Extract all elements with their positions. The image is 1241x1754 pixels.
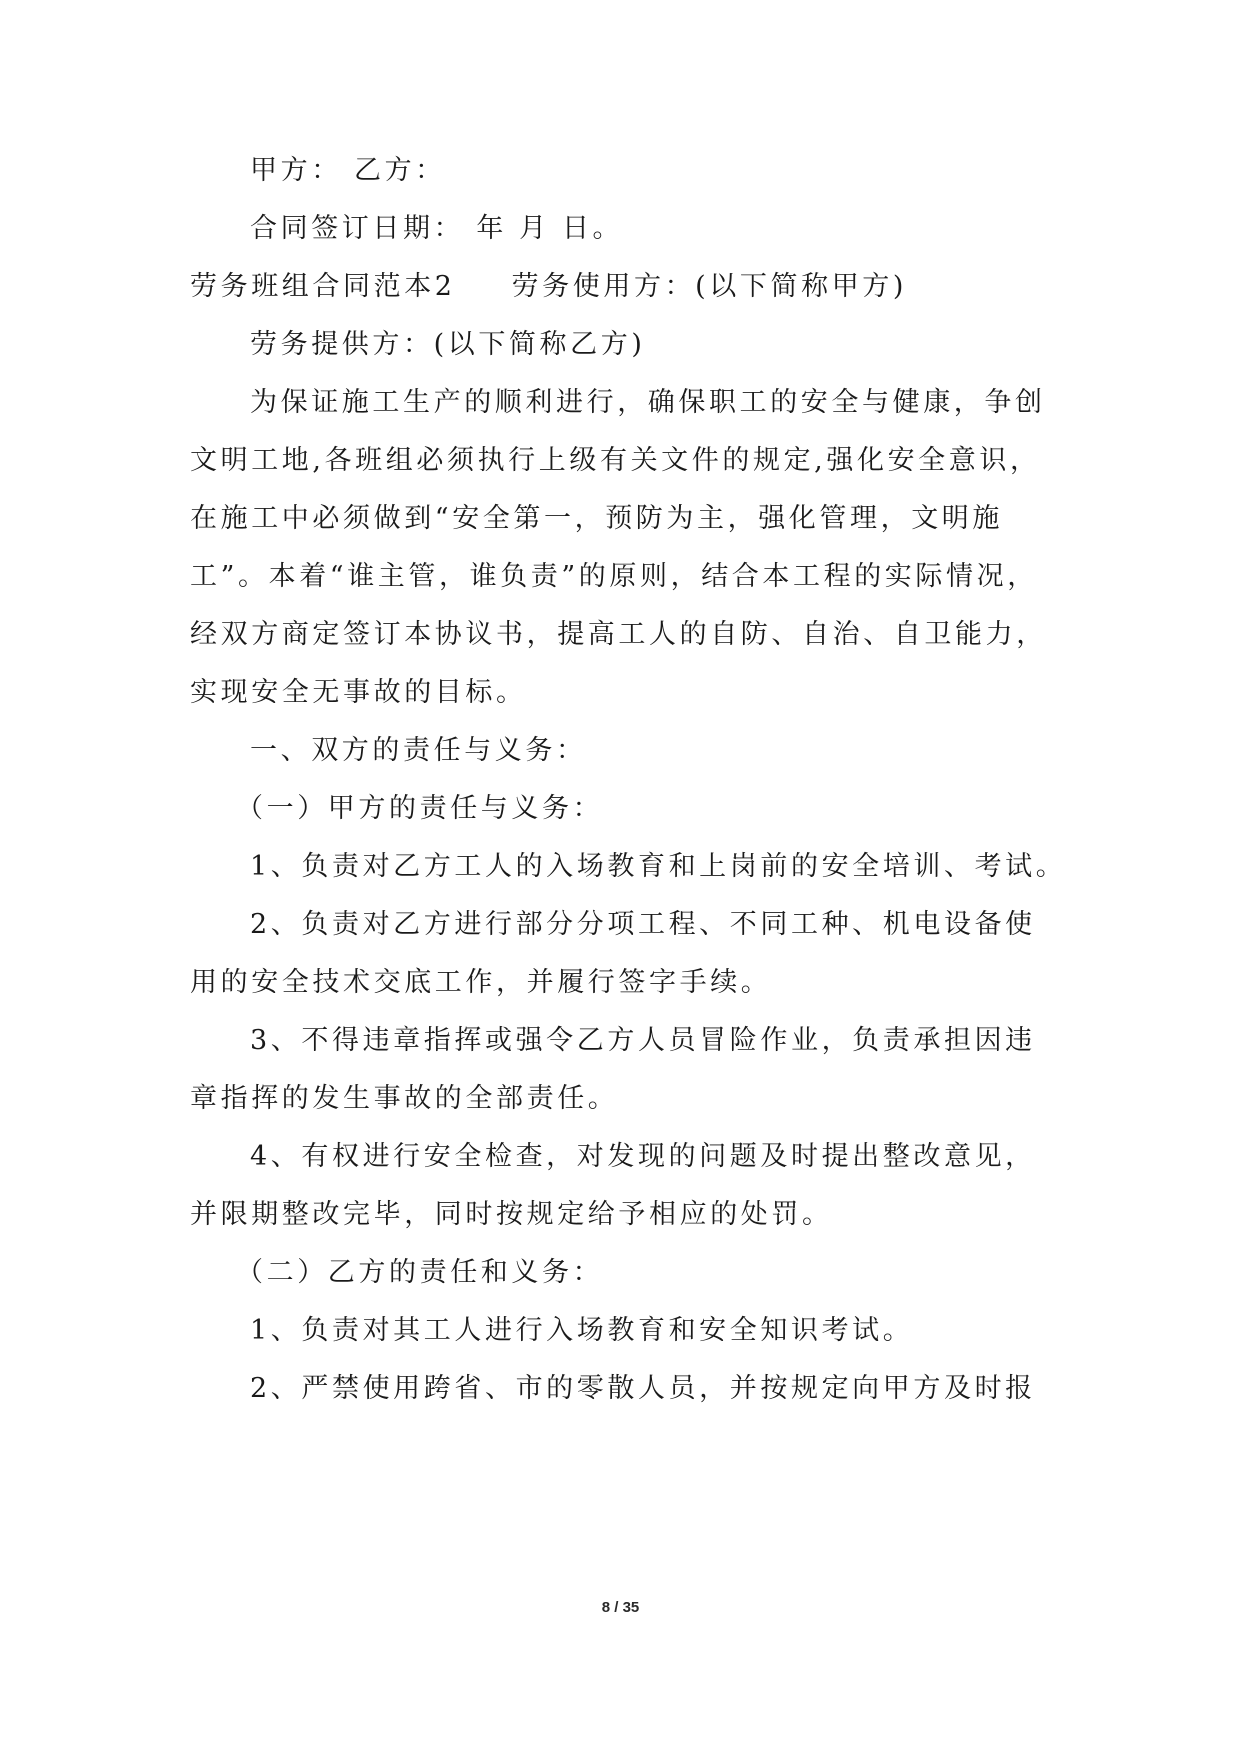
paragraph-line: 经双方商定签订本协议书，提高工人的自防、自治、自卫能力， [190, 619, 1047, 650]
subsection-heading: （一）甲方的责任与义务： [236, 793, 604, 824]
service-provider-party: 劳务提供方：(以下简称乙方) [250, 329, 646, 360]
paragraph-line: 为保证施工生产的顺利进行，确保职工的安全与健康，争创 [250, 387, 1046, 418]
list-item: 4、有权进行安全检查，对发现的问题及时提出整改意见， [250, 1141, 1036, 1172]
list-item: 2、负责对乙方进行部分分项工程、不同工种、机电设备使 [250, 909, 1036, 940]
list-item: 2、严禁使用跨省、市的零散人员，并按规定向甲方及时报 [250, 1373, 1036, 1404]
paragraph-line: 实现安全无事故的目标。 [190, 677, 527, 708]
list-item-continuation: 并限期整改完毕，同时按规定给予相应的处罚。 [190, 1199, 833, 1230]
party-signature-line: 甲方： 乙方： [250, 155, 446, 186]
paragraph-line: 文明工地,各班组必须执行上级有关文件的规定,强化安全意识， [190, 445, 1041, 476]
list-item: 1、负责对其工人进行入场教育和安全知识考试。 [250, 1315, 914, 1346]
contract-title: 劳务班组合同范本2 [190, 271, 456, 302]
contract-title-line [190, 268, 907, 306]
list-item: 1、负责对乙方工人的入场教育和上岗前的安全培训、考试。 [250, 851, 1067, 882]
list-item-continuation: 用的安全技术交底工作，并履行签字手续。 [190, 967, 772, 998]
signing-date-line: 合同签订日期： 年 月 日。 [250, 213, 624, 244]
service-user-party: 劳务使用方：(以下简称甲方) [511, 271, 908, 302]
subsection-heading: （二）乙方的责任和义务： [236, 1257, 604, 1288]
paragraph-line: 在施工中必须做到“安全第一，预防为主，强化管理，文明施 [190, 503, 1004, 534]
page-number: 8 / 35 [601, 1599, 640, 1616]
section-heading: 一、双方的责任与义务： [250, 735, 587, 766]
list-item-continuation: 章指挥的发生事故的全部责任。 [190, 1083, 619, 1114]
list-item: 3、不得违章指挥或强令乙方人员冒险作业，负责承担因违 [250, 1025, 1036, 1056]
paragraph-line: 工”。本着“谁主管，谁负责”的原则，结合本工程的实际情况， [190, 561, 1038, 592]
